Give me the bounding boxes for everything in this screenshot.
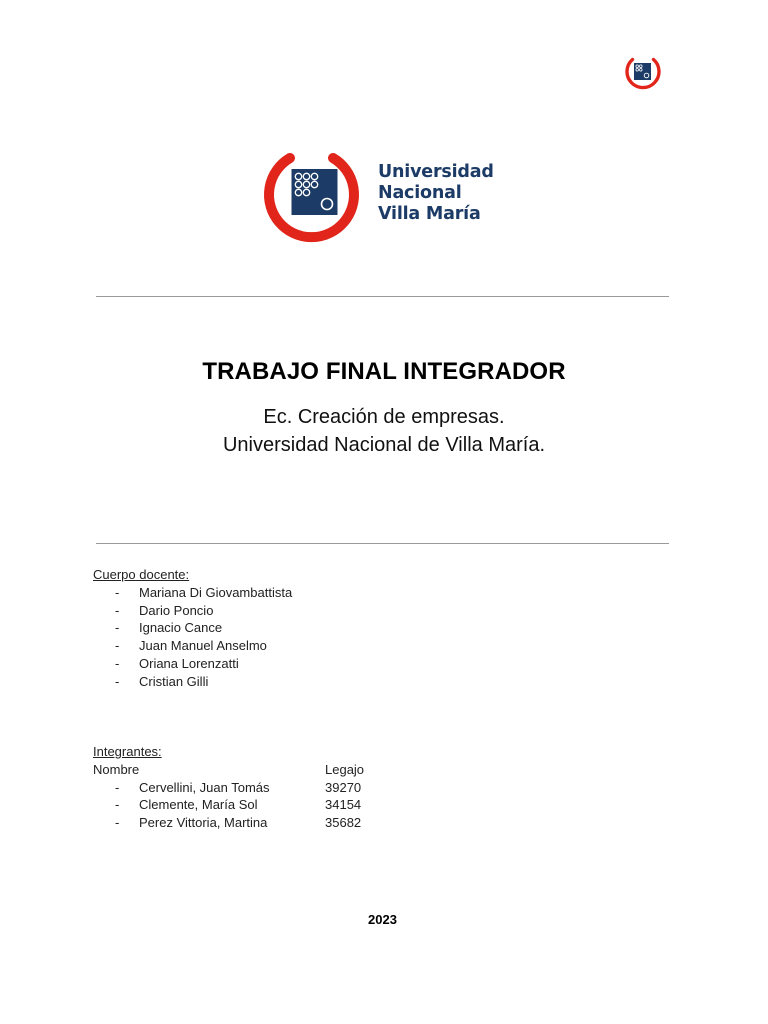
members-heading: Integrantes: xyxy=(93,744,162,759)
table-row xyxy=(93,779,493,797)
divider-bottom xyxy=(96,543,669,544)
list-item xyxy=(93,637,493,655)
list-bullet: - xyxy=(115,815,120,831)
divider-top xyxy=(96,296,669,297)
table-row xyxy=(93,814,493,832)
subtitle-university: Universidad Nacional de Villa María. xyxy=(222,434,545,456)
members-section xyxy=(93,743,493,832)
document-year: 2023 xyxy=(368,912,397,927)
list-item xyxy=(93,584,493,602)
faculty-name: Juan Manuel Anselmo xyxy=(139,638,267,654)
member-legajo: 34154 xyxy=(325,797,362,813)
list-bullet: - xyxy=(115,673,120,689)
member-name: Perez Vittoria, Martina xyxy=(139,815,268,831)
university-emblem-icon xyxy=(623,54,663,92)
university-emblem-icon xyxy=(240,138,370,262)
list-item xyxy=(93,673,493,691)
column-header-name: Nombre xyxy=(93,761,140,777)
subtitle-course: Ec. Creación de empresas. xyxy=(263,406,505,428)
logo-text-line: Nacional xyxy=(378,183,462,203)
list-bullet: - xyxy=(115,797,120,813)
corner-university-logo xyxy=(623,54,663,92)
list-item xyxy=(93,655,493,673)
member-legajo: 39270 xyxy=(325,779,362,795)
logo-text-line: Universidad xyxy=(378,162,494,182)
member-name: Cervellini, Juan Tomás xyxy=(139,779,270,795)
members-column-headers xyxy=(93,761,493,779)
member-legajo: 35682 xyxy=(325,815,362,831)
column-header-legajo: Legajo xyxy=(325,761,365,777)
faculty-name: Ignacio Cance xyxy=(139,620,223,636)
table-row xyxy=(93,796,493,814)
list-bullet: - xyxy=(115,620,120,636)
list-bullet: - xyxy=(115,602,120,618)
list-bullet: - xyxy=(115,655,120,671)
list-bullet: - xyxy=(115,779,120,795)
faculty-name: Oriana Lorenzatti xyxy=(139,655,239,671)
logo-text-line: Villa María xyxy=(378,204,481,224)
faculty-name: Dario Poncio xyxy=(139,602,214,618)
faculty-name: Cristian Gilli xyxy=(139,673,209,689)
university-logo xyxy=(240,138,530,262)
list-bullet: - xyxy=(115,638,120,654)
list-item xyxy=(93,619,493,637)
list-item xyxy=(93,602,493,620)
member-name: Clemente, María Sol xyxy=(139,797,258,813)
faculty-section xyxy=(93,566,493,691)
list-bullet: - xyxy=(115,584,120,600)
faculty-name: Mariana Di Giovambattista xyxy=(139,584,293,600)
faculty-heading: Cuerpo docente: xyxy=(93,567,190,582)
document-title: TRABAJO FINAL INTEGRADOR xyxy=(202,358,566,385)
